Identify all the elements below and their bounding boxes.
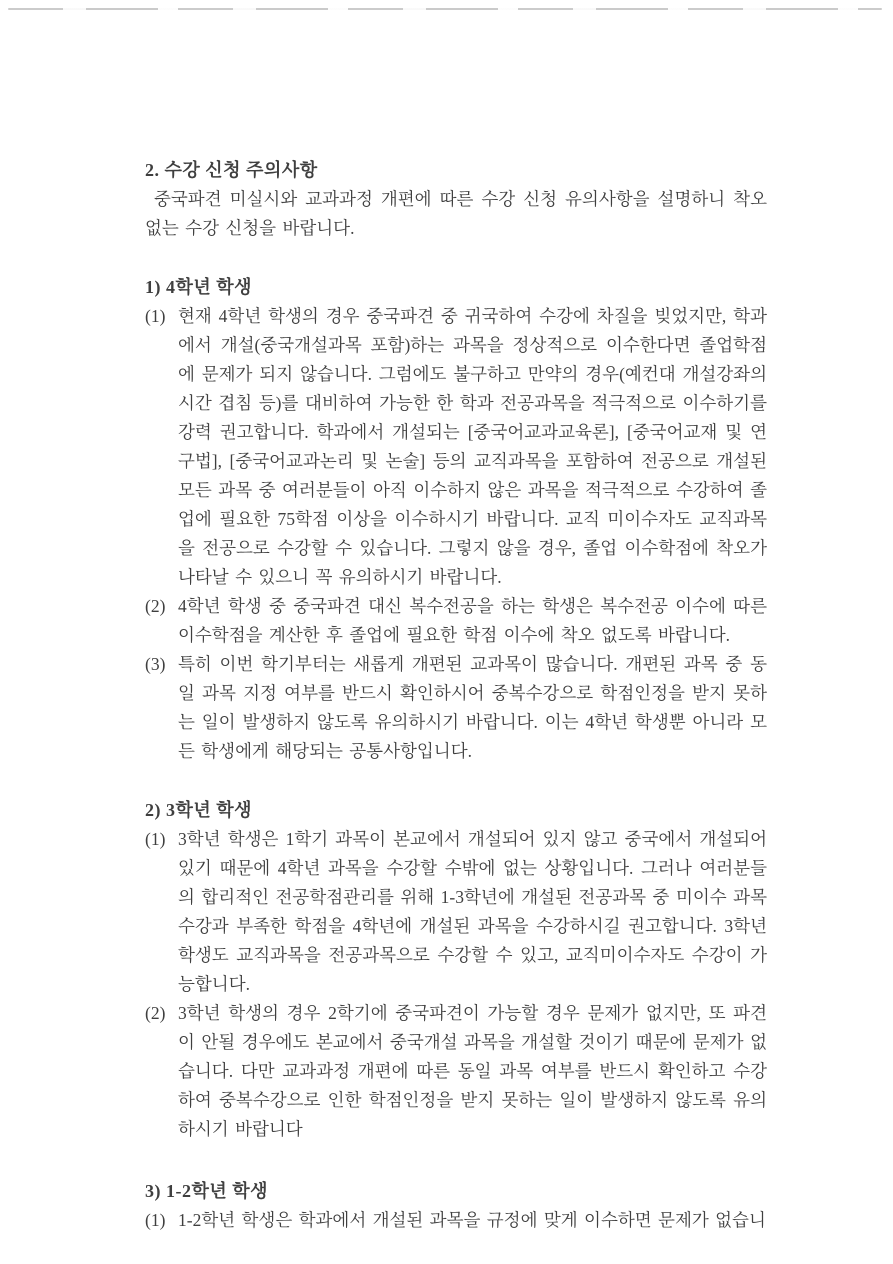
item-label: (1) xyxy=(145,1210,166,1230)
item-label: (1) xyxy=(145,829,166,849)
item-text: 3학년 학생은 1학기 과목이 본교에서 개설되어 있지 않고 중국에서 개설되어 있기 때문에 4학년 과목을 수강할 수밖에 없는 상황입니다. 그러나 여러분들의 합리적인 전공학점관리를 위해 1-3학년에 개설된 전공과목 중 미이수 과목 수강과 부족한 학점을 4학년에 개설된 과목을 수강하시길 권고합니다. 3학년 학생도 교직과목을 전공과목으로 수강할 수 있고, 교직미이수자도 수강이 가능합니다. xyxy=(178,829,767,994)
item-text: 4학년 학생 중 중국파견 대신 복수전공을 하는 학생은 복수전공 이수에 따른 이수학점을 계산한 후 졸업에 필요한 학점 이수에 착오 없도록 바랍니다. xyxy=(178,596,767,645)
section-grade-3 xyxy=(145,796,767,1144)
section-heading: 3) 1-2학년 학생 xyxy=(145,1181,269,1201)
section-grade-4 xyxy=(145,273,767,766)
item-text: 1-2학년 학생은 학과에서 개설된 과목을 규정에 맞게 이수하면 문제가 없습니 xyxy=(178,1210,766,1230)
item-label: (2) xyxy=(145,1003,166,1023)
section-heading: 2) 3학년 학생 xyxy=(145,800,253,820)
page-title: 2. 수강 신청 주의사항 xyxy=(145,160,318,180)
list-item xyxy=(145,650,767,766)
item-label: (2) xyxy=(145,596,166,616)
item-text: 특히 이번 학기부터는 새롭게 개편된 교과목이 많습니다. 개편된 과목 중 동일 과목 지정 여부를 반드시 확인하시어 중복수강으로 학점인정을 받지 못하는 일이 발생하지 않도록 유의하시기 바랍니다. 이는 4학년 학생뿐 아니라 모든 학생에게 해당되는 공통사항입니다. xyxy=(178,654,767,761)
item-text: 3학년 학생의 경우 2학기에 중국파견이 가능할 경우 문제가 없지만, 또 파견이 안될 경우에도 본교에서 중국개설 과목을 개설할 것이기 때문에 문제가 없습니다. 다만 교과과정 개편에 따른 동일 과목 여부를 반드시 확인하고 수강하여 중복수강으로 인한 학점인정을 받지 못하는 일이 발생하지 않도록 유의하시기 바랍니다 xyxy=(178,1003,767,1139)
item-text: 현재 4학년 학생의 경우 중국파견 중 귀국하여 수강에 차질을 빚었지만, 학과에서 개설(중국개설과목 포함)하는 과목을 정상적으로 이수한다면 졸업학점에 문제가 되지 않습니다. 그럼에도 불구하고 만약의 경우(예컨대 개설강좌의 시간 겹침 등)를 대비하여 가능한 한 학과 전공과목을 적극적으로 이수하기를 강력 권고합니다. 학과에서 개설되는 [중국어교과교육론], [중국어교재 및 연구법], [중국어교과논리 및 논술] 등의 교직과목을 포함하여 전공으로 개설된 모든 과목 중 여러분들이 아직 이수하지 않은 과목을 적극적으로 수강하여 졸업에 필요한 75학점 이상을 이수하시기 바랍니다. 교직 미이수자도 교직과목을 전공으로 수강할 수 있습니다. 그렇지 않을 경우, 졸업 이수학점에 착오가 나타날 수 있으니 꼭 유의하시기 바랍니다. xyxy=(178,306,767,587)
item-label: (1) xyxy=(145,306,166,326)
document-body xyxy=(145,156,767,1235)
item-label: (3) xyxy=(145,654,166,674)
list-item xyxy=(145,1206,767,1235)
list-item xyxy=(145,302,767,592)
section-grade-1-2 xyxy=(145,1177,767,1235)
section-heading: 1) 4학년 학생 xyxy=(145,277,253,297)
scan-edge-artifact xyxy=(8,8,882,10)
intro-paragraph: 중국파견 미실시와 교과과정 개편에 따른 수강 신청 유의사항을 설명하니 착오 없는 수강 신청을 바랍니다. xyxy=(145,189,767,238)
list-item xyxy=(145,825,767,999)
list-item xyxy=(145,592,767,650)
list-item xyxy=(145,999,767,1144)
